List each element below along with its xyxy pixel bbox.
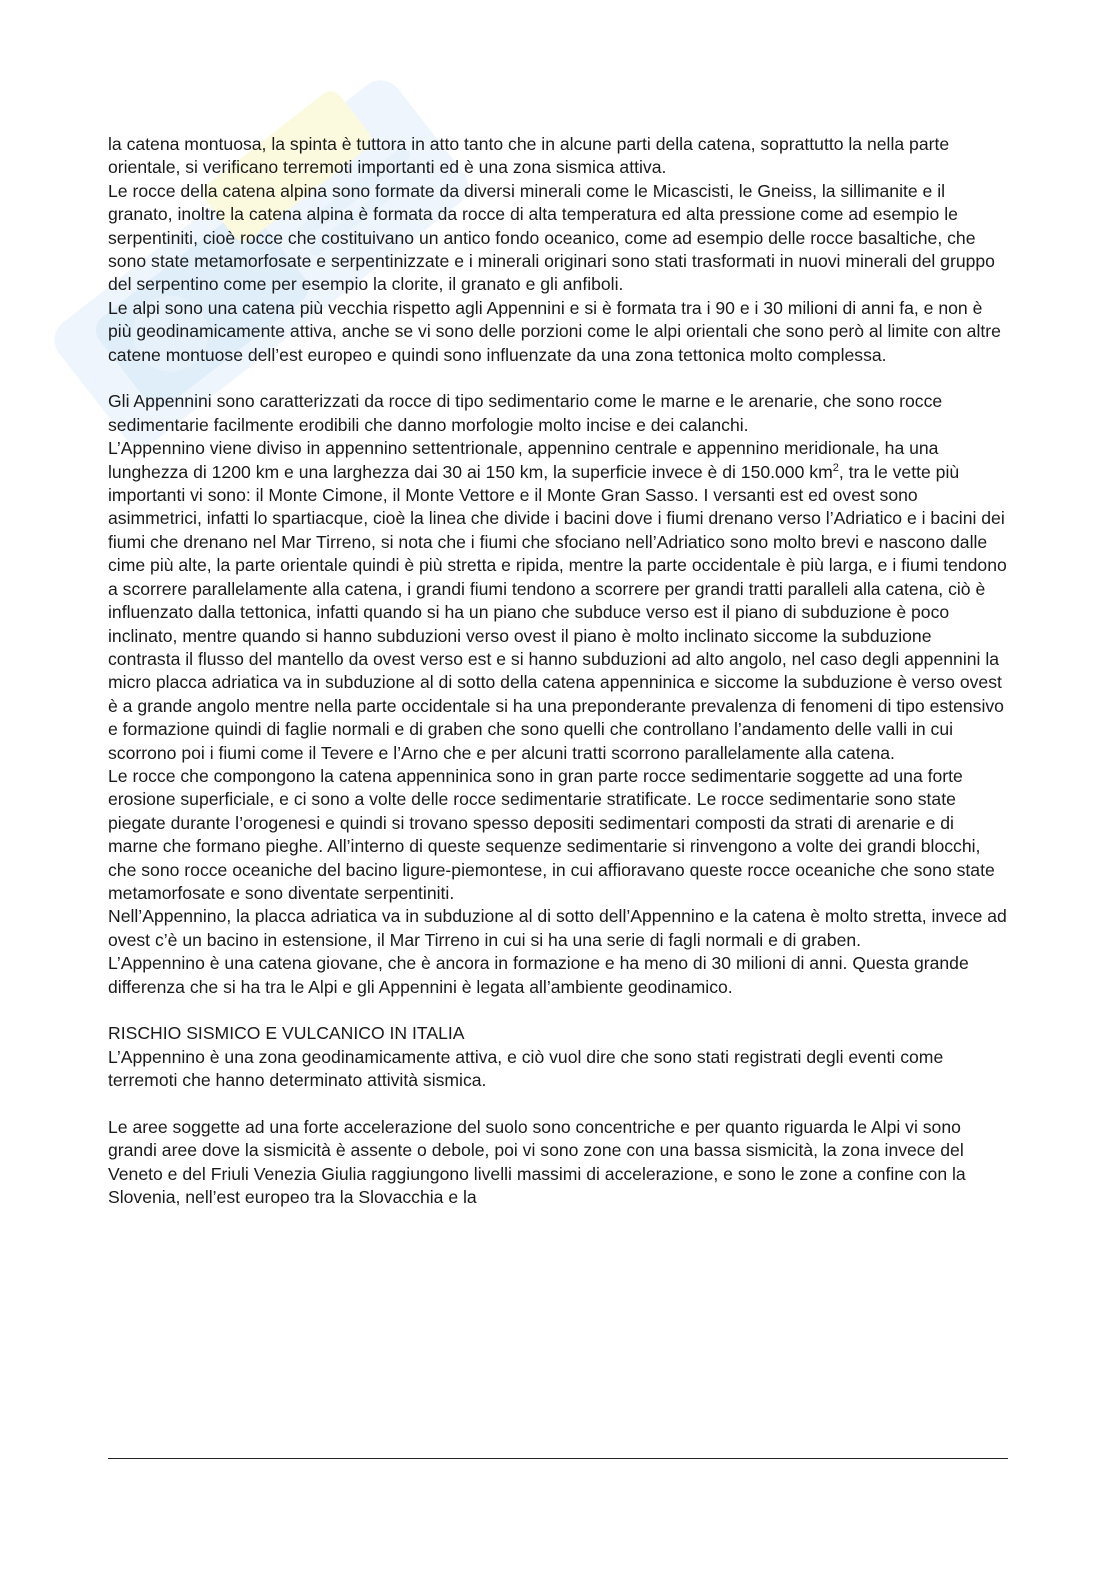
paragraph-apennines-geography-start: L’Appennino viene diviso in appennino settentrionale, appennino centrale e appennino meridionale, ha una lunghezza di 1200 km e una larghezza dai 30 ai 150 km, la superficie invece è di 150.000 km	[108, 438, 939, 482]
paragraph-adriatic-subduction: Nell’Appennino, la placca adriatica va in subduzione al di sotto dell’Appennino e la catena è molto stretta, invece ad ovest c’è un bacino in estensione, il Mar Tirreno in cui si ha una serie di fagli normali e di graben.	[108, 906, 1007, 950]
paragraph-gap	[108, 367, 1008, 390]
paragraph-alps-age: Le alpi sono una catena più vecchia rispetto agli Appennini e si è formata tra i 90 e i 30 milioni di anni fa, e non è più geodinamicamente attiva, anche se vi sono delle porzioni come le alpi orientali che sono però al limite con altre catene montuose dell’est europeo e quindi sono influenzate da una zona tettonica molto complessa.	[108, 297, 1001, 365]
document-body	[108, 133, 1008, 1210]
paragraph-ground-acceleration: Le aree soggette ad una forte accelerazione del suolo sono concentriche e per quanto riguarda le Alpi vi sono grandi aree dove la sismicità è assente o debole, poi vi sono zone con una bassa sismicità, la zona invece del Veneto e del Friuli Venezia Giulia raggiungono livelli massimi di accelerazione, e sono le zone a confine con la Slovenia, nell’est europeo tra la Slovacchia e la	[108, 1117, 966, 1208]
paragraph-apennines-geography	[108, 437, 1008, 765]
paragraph-apennines-young: L’Appennino è una catena giovane, che è ancora in formazione e ha meno di 30 milioni di anni. Questa grande differenza che si ha tra le Alpi e gli Appennini è legata all’ambiente geodinamico.	[108, 953, 969, 997]
paragraph-seismic-activity: L’Appennino è una zona geodinamicamente attiva, e ciò vuol dire che sono stati registrati degli eventi come terremoti che hanno determinato attività sismica.	[108, 1046, 944, 1091]
paragraph-gap	[108, 1093, 1008, 1116]
paragraph-alps-rocks: Le rocce della catena alpina sono formate da diversi minerali come le Micascisti, le Gneiss, la sillimanite e il granato, inoltre la catena alpina è formata da rocce di alta temperatura ed alta pressione come ad esempio le serpentiniti, cioè rocce che costituivano un antico fondo oceanico, come ad esempio delle rocce basaltiche, che sono state metamorfosate e serpentinizzate e i minerali originari sono stati trasformati in nuovi minerali del gruppo del serpentino come per esempio la clorite, il granato e gli anfiboli.	[108, 180, 995, 295]
paragraph-apennines-sedimentary: Le rocce che compongono la catena appenninica sono in gran parte rocce sedimentarie soggette ad una forte erosione superficiale, e ci sono a volte delle rocce sedimentarie stratificate. Le rocce sedimentarie sono state piegate durante l’orogenesi e quindi si trovano spesso depositi sedimentari composti da strati di arenarie e di marne che formano pieghe. All’interno di queste sequenze sedimentarie si rinvengono a volte dei grandi blocchi, che sono rocce oceaniche del bacino ligure-piemontese, in cui affioravano queste rocce oceaniche che sono state metamorfosate e sono diventate serpentiniti.	[108, 765, 995, 903]
paragraph-alps-thrust: la catena montuosa, la spinta è tuttora in atto tanto che in alcune parti della catena, soprattutto la nella parte orientale, si verificano terremoti importanti ed è una zona sismica attiva.	[108, 134, 950, 178]
superscript-squared: 2	[832, 461, 839, 474]
paragraph-apennines-geography-end: , tra le vette più importanti vi sono: il Monte Cimone, il Monte Vettore e il Monte Gran Sasso. I versanti est ed ovest sono asimmetrici, infatti lo spartiacque, cioè la linea che divide i bacini dove i fiumi drenano verso l’Adriatico e i bacini dei fiumi che drenano nel Mar Tirreno, si nota che i fiumi che sfociano nell’Adriatico sono molto brevi e nascono dalle cime più alte, la parte orientale quindi è più stretta e ripida, mentre la parte occidentale è più larga, e i fiumi tendono a scorrere parallelamente alla catena, i grandi fiumi tendono a scorrere per grandi tratti paralleli alla catena, ciò è influenzato dalla tettonica, infatti quando si ha un piano che subduce verso est il piano di subduzione è poco inclinato, mentre quando si hanno subduzioni verso ovest il piano è molto inclinato siccome la subduzione contrasta il flusso del mantello da ovest verso est e si hanno subduzioni ad alto angolo, nel caso degli appennini la micro placca adriatica va in subduzione al di sotto della catena appenninica e siccome la subduzione è verso ovest è a grande angolo mentre nella parte occidentale si ha una preponderante prevalenza di fenomeni di tipo estensivo e formazione quindi di faglie normali e di graben che sono quelli che controllano l’andamento delle valli in cui scorrono poi i fiumi come il Tevere e l’Arno che e per alcuni tratti scorrono parallelamente alla catena.	[108, 461, 1007, 763]
section-heading: RISCHIO SISMICO E VULCANICO IN ITALIA	[108, 1023, 465, 1044]
paragraph-gap	[108, 999, 1008, 1022]
paragraph-apennines-rocks: Gli Appennini sono caratterizzati da rocce di tipo sedimentario come le marne e le arenarie, che sono rocce sedimentarie facilmente erodibili che danno morfologie molto incise e dei calanchi.	[108, 391, 943, 435]
footer-divider	[108, 1458, 1008, 1459]
